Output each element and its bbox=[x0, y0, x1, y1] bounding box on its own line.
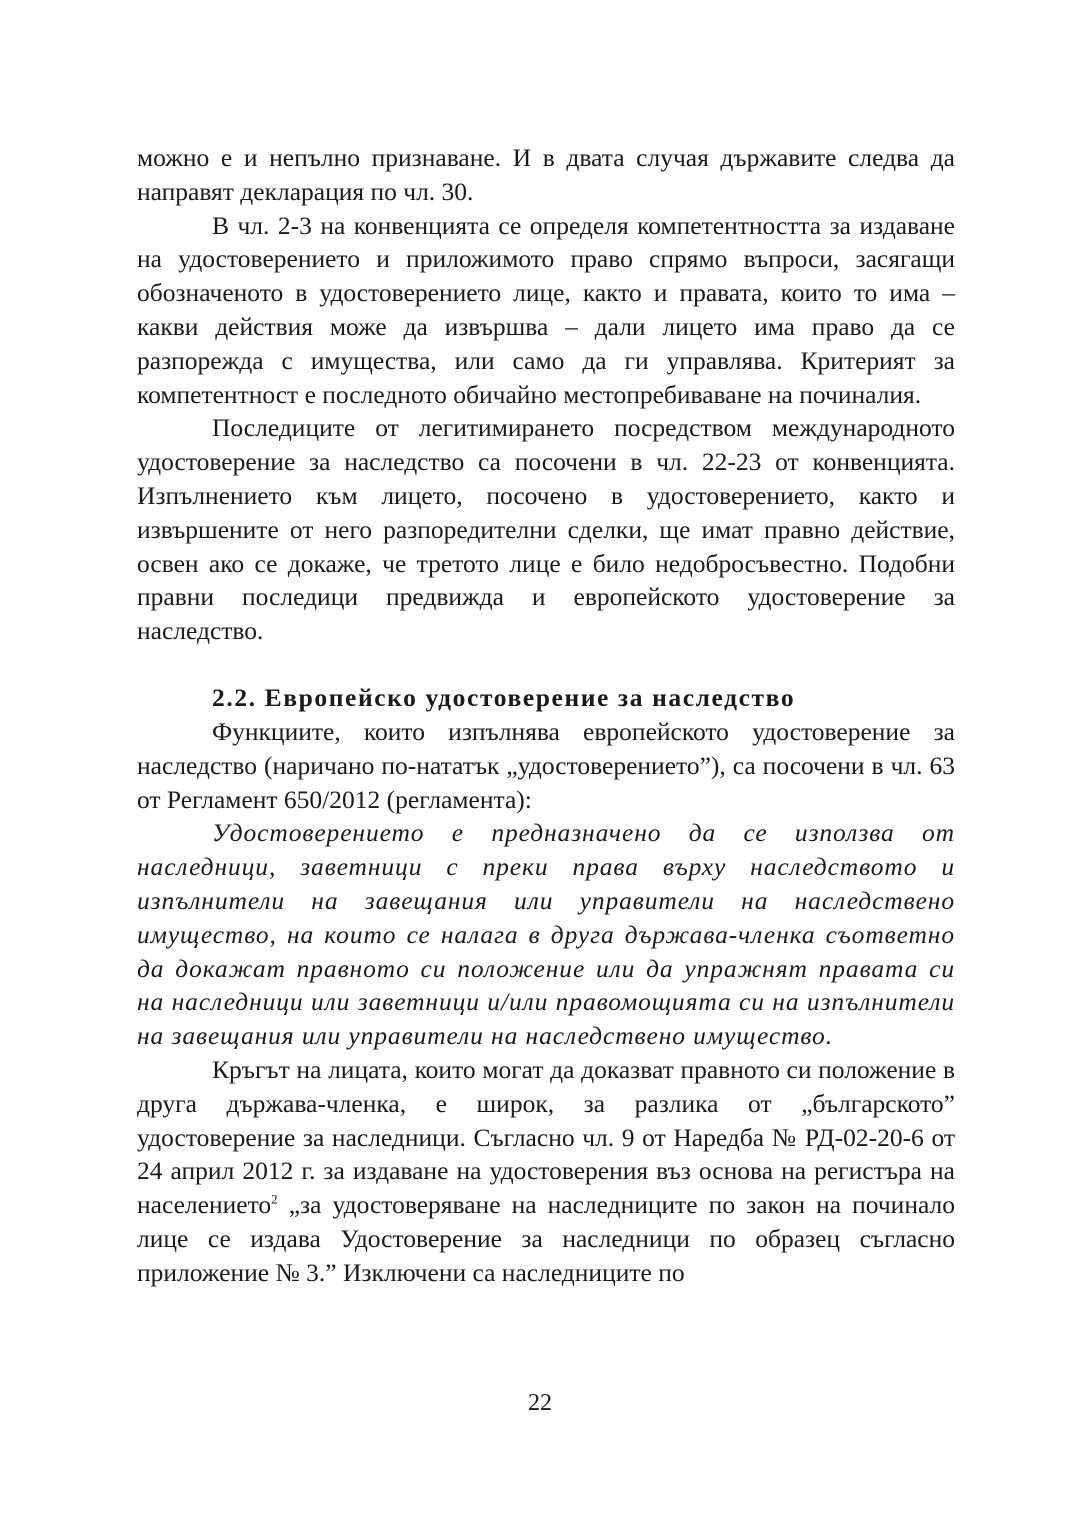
footnote-reference[interactable]: 2 bbox=[271, 1191, 278, 1207]
paragraph-functions: Функциите, които изпълнява европейското удостоверение за наследство (наричано по-нататък „удостоверението”), са посочени в чл. 63 от Регламент 650/2012 (регламента): bbox=[137, 716, 955, 814]
paragraph-circle-of-persons bbox=[137, 1053, 955, 1290]
quoted-regulation-text: Удостоверението е предназначено да се използва от наследници, заветници с преки права върху наследството и изпълнители на завещания или управители на наследствено имущество, на които се налага в друга държава-членка съответно да докажат правното си положение или да упражнят правата си на наследници или заветници и/или правомощията си на изпълнители на завещания или управители на наследствено имущество. bbox=[137, 818, 955, 1051]
paragraph-competence: В чл. 2-3 на конвенцията се определя компетентността за издаване на удостоверението и приложимото право спрямо въпроси, засягащи обозначеното в удостоверението лице, както и правата, които то има – какви действия може да извършва – дали лицето има право да се разпорежда с имущества, или само да ги управлява. Критерият за компетентност е последното обичайно местопребиваване на починалия. bbox=[137, 210, 955, 409]
section-heading: 2.2. Европейско удостоверение за наследство bbox=[212, 682, 796, 712]
page-body bbox=[137, 141, 955, 1290]
paragraph-consequences: Последиците от легитимирането посредством международното удостоверение за наследство са посочени в чл. 22-23 от конвенцията. Изпълнението към лицето, посочено в удостоверението, както и извършените от него разпоредителни сделки, ще имат правно действие, освен ако се докаже, че третото лице е било недобросъвестно. Подобни правни последици предвижда и европейското удостоверение за наследство. bbox=[137, 413, 955, 646]
page-number: 22 bbox=[528, 1390, 552, 1416]
paragraph-continuation: можно е и непълно признаване. И в двата случая държавите следва да направят декларация по чл. 30. bbox=[137, 143, 955, 206]
paragraph-text-before-footnote: Кръгът на лицата, които могат да доказват правното си положение в друга държава-членка, е широк, за разлика от „българското” удостоверение за наследници. Съгласно чл. 9 от Наредба № РД-02-20-6 от 24 април 2012 г. за издаване на удостоверения въз основа на регистъра на населението bbox=[137, 1054, 955, 1220]
paragraph-text-after-footnote: „за удостоверяване на наследниците по закон на починало лице се издава Удостоверение за наследници по образец съгласно приложение № 3.” Изключени са наследниците по bbox=[137, 1190, 955, 1287]
